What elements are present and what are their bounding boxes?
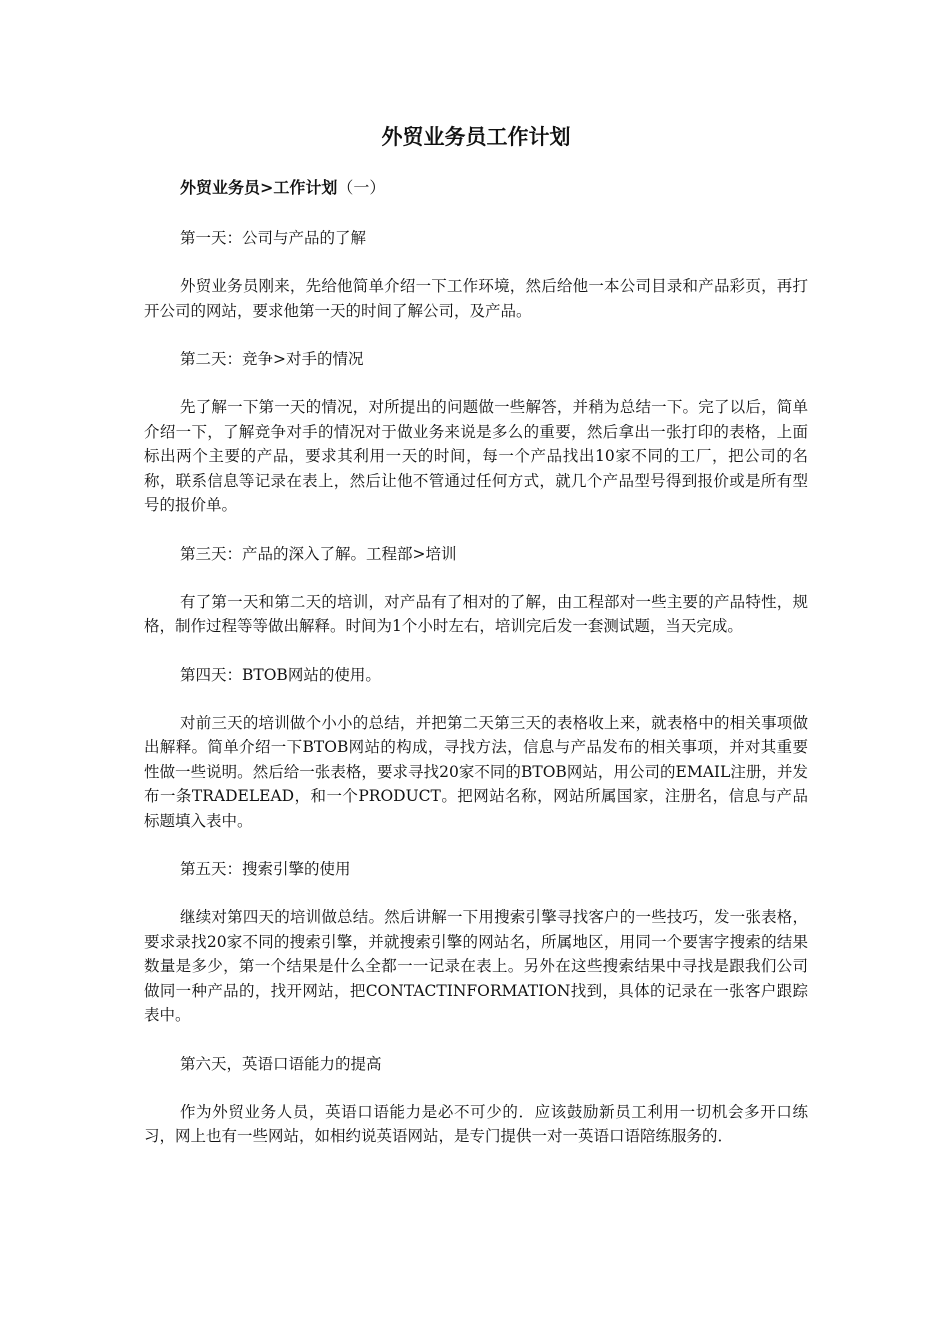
day-6-paragraph: 作为外贸业务人员，英语口语能力是必不可少的．应该鼓励新员工利用一切机会多开口练习，网上也有一些网站，如相约说英语网站，是专门提供一对一英语口语陪练服务的．	[144, 1102, 808, 1145]
section-heading	[180, 176, 385, 200]
day-2-paragraph: 先了解一下第一天的情况，对所提出的问题做一些解答，并稍为总结一下。完了以后，简单介绍一下，了解竞争对手的情况对于做业务来说是多么的重要，然后拿出一张打印的表格，上面标出两个主要的产品，要求其利用一天的时间，每一个产品找出10家不同的工厂，把公司的名称，联系信息等记录在表上，然后让他不管通过任何方式，就几个产品型号得到报价或是所有型号的报价单。	[144, 398, 808, 514]
day-3-heading: 第三天：产品的深入了解。工程部>培训	[180, 544, 457, 563]
day-6-heading: 第六天，英语口语能力的提高	[180, 1054, 382, 1073]
day-5-heading: 第五天：搜索引擎的使用	[180, 860, 351, 878]
day-1-paragraph: 外贸业务员刚来，先给他简单介绍一下工作环境，然后给他一本公司目录和产品彩页，再打开公司的网站，要求他第一天的时间了解公司，及产品。	[144, 277, 808, 320]
day-4-paragraph: 对前三天的培训做个小小的总结，并把第二天第三天的表格收上来，就表格中的相关事项做出解释。简单介绍一下BTOB网站的构成，寻找方法，信息与产品发布的相关事项，并对其重要性做一些说明。然后给一张表格，要求寻找20家不同的BTOB网站，用公司的EMAIL注册，并发布一条TRADELEAD，和一个PRODUCT。把网站名称，网站所属国家，注册名，信息与产品标题填入表中。	[144, 713, 808, 830]
section-heading-suffix: （一）	[337, 178, 386, 197]
day-5-paragraph: 继续对第四天的培训做总结。然后讲解一下用搜索引擎寻找客户的一些技巧，发一张表格，要求录找20家不同的搜索引擎，并就搜索引擎的网站名，所属地区，用同一个要害字搜索的结果数量是多少，第一个结果是什么全都一一记录在表上。另外在这些搜索结果中寻找是跟我们公司做同一种产品的，找开网站，把CONTACTINFORMATION找到，具体的记录在一张客户跟踪表中。	[144, 908, 808, 1024]
day-3-paragraph: 有了第一天和第二天的培训，对产品有了相对的了解，由工程部对一些主要的产品特性，规格，制作过程等等做出解释。时间为1个小时左右，培训完后发一套测试题，当天完成。	[144, 592, 808, 635]
day-4-heading: 第四天：BTOB网站的使用。	[180, 665, 381, 684]
section-heading-main: 外贸业务员>工作计划	[180, 178, 338, 197]
document-body	[144, 226, 808, 1173]
document-title: 外贸业务员工作计划	[381, 124, 571, 149]
day-1-heading: 第一天：公司与产品的了解	[180, 229, 367, 247]
day-2-heading: 第二天：竞争>对手的情况	[180, 350, 364, 368]
